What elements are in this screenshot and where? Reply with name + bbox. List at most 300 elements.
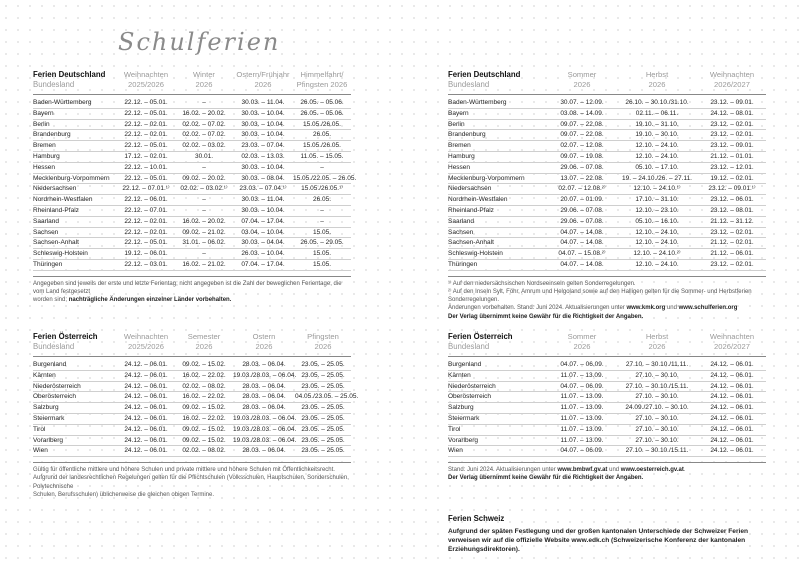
holiday-dates: 23.05. – 25.05. [295,435,351,446]
holiday-dates: 02.03. – 13.03. [233,151,293,162]
column-header [175,70,233,95]
column-header [233,332,295,357]
de-right-footnote-1: ¹⁾ Auf den niedersächsischen Nordseeinseln gelten Sonderregelungen. [448,280,636,287]
column-header-title: Ostern [252,332,276,341]
de-left-note [33,276,351,305]
holiday-dates: 22.12. – 05.01. [117,95,175,109]
holiday-dates: 30.03. – 11.04. [233,195,293,206]
state-name: Steiermark [448,413,548,424]
header-row [33,70,351,95]
table-row [33,413,351,424]
holiday-dates: 26.05. – 29.05. [293,238,351,249]
column-header-subtitle: 2026/2027 [714,342,750,351]
state-name: Vorarlberg [448,435,548,446]
column-header-title: Weihnachten [123,332,169,341]
holiday-dates: 11.07. – 13.09. [548,424,616,435]
holiday-dates: 09.02. – 15.02. [175,424,233,435]
holiday-dates: 05.10. – 16.10. [616,216,698,227]
ch-heading: Ferien Schweiz [448,514,505,523]
holiday-dates: 23.12. – 12.01. [698,162,766,173]
table-row [448,392,766,403]
table-row [33,227,351,238]
column-header-title: Ferien Deutschland [448,70,521,79]
holiday-dates: 03.08. – 14.09. [548,108,616,119]
holiday-dates: 29.06. – 07.08. [548,205,616,216]
column-header-subtitle: 2026 [573,80,591,89]
table-row [448,238,766,249]
holiday-dates: 11.07. – 13.09. [548,413,616,424]
state-name: Sachsen [448,227,548,238]
holiday-dates: 12.10. – 24.10. [616,238,698,249]
table-row [33,108,351,119]
de-left-table [33,70,357,271]
column-header-title: Herbst [645,70,669,79]
table-row [448,370,766,381]
column-header-subtitle: Pfingsten 2026 [296,80,348,89]
column-header [548,70,616,95]
state-name: Sachsen-Anhalt [33,238,117,249]
holiday-dates: 15.05. [293,227,351,238]
holiday-dates: 23.05. – 25.05. [295,424,351,435]
column-header-subtitle: 2026 [195,80,213,89]
holiday-dates: 24.12. – 06.01. [698,403,766,414]
holiday-dates: 26.03. – 10.04. [233,249,293,260]
holiday-dates: 28.03. – 06.04. [233,381,295,392]
holiday-dates: 05.10. – 17.10. [616,162,698,173]
state-name: Baden-Württemberg [448,95,548,109]
header-row [448,70,766,95]
state-name: Mecklenburg-Vorpommern [448,173,548,184]
holiday-dates: 21.12. – 06.01. [698,249,766,260]
holiday-dates: 24.12. – 06.01. [117,357,175,371]
state-name: Steiermark [33,413,117,424]
holiday-dates: 23.05. – 25.05. [295,357,351,371]
holiday-dates: 26.05. – 05.06. [293,108,351,119]
holiday-dates: – [175,195,233,206]
state-name: Burgenland [448,357,548,371]
state-name: Salzburg [448,403,548,414]
holiday-dates: 02.11. – 06.11. [616,108,698,119]
link-bmbwf: www.bmbwf.gv.at [557,467,608,474]
holiday-dates: 22.12. – 03.01. [117,259,175,270]
column-header-title: Ostern/Frühjahr [236,70,290,79]
column-header [293,70,351,95]
holiday-dates: 04.05./23.05. – 25.05. [295,392,351,403]
table-row [448,184,766,195]
holiday-dates: 22.12. – 02.01. [117,216,175,227]
holiday-dates: 12.10. – 24.10.¹⁾ [616,184,698,195]
table-row [448,446,766,457]
state-name: Tirol [448,424,548,435]
state-name: Thüringen [33,259,117,270]
holiday-dates: 19.03./28.03. – 06.04. [233,413,295,424]
table-row [33,370,351,381]
at-left-block [33,332,359,499]
column-header [698,70,766,95]
column-header-title: Sommer [567,332,597,341]
holiday-dates: 09.07. – 22.08. [548,119,616,130]
holiday-dates: 22.12. – 10.01. [117,162,175,173]
at-right-disclaimer: Der Verlag übernimmt keine Gewähr für die Richtigkeit der Angaben. [448,475,644,482]
holiday-dates: 22.12. – 05.01. [117,141,175,152]
holiday-dates: 16.02. – 22.02. [175,413,233,424]
column-header [698,332,766,357]
de-left-note-line1: Angegeben sind jeweils der erste und letzte Ferientag; nicht angegeben ist die Zahl der beweglichen Ferientage, die vom Land festgesetzt [33,280,342,295]
holiday-dates: 28.03. – 06.04. [233,403,295,414]
column-header [616,332,698,357]
holiday-dates: 16.02. – 20.02. [175,216,233,227]
holiday-dates: 23.12. – 09.01. [698,95,766,109]
holiday-dates: 11.07. – 13.09. [548,403,616,414]
at-left-table [33,332,359,457]
holiday-dates: 23.12. – 08.01. [698,205,766,216]
table-row [33,130,351,141]
column-header-title: Ferien Österreich [448,332,513,341]
table-row [448,403,766,414]
table-row [448,413,766,424]
page-title: Schulferien [118,28,281,56]
table-row [33,249,351,260]
holiday-dates: 04.07. – 06.09. [548,381,616,392]
holiday-dates: 23.03. – 07.04.¹⁾ [233,184,293,195]
state-name: Nordrhein-Westfalen [448,195,548,206]
holiday-dates: 12.10. – 24.10. [616,141,698,152]
holiday-dates: 27.10. – 30.10./15.11. [616,381,698,392]
holiday-dates: 30.03. – 10.04. [233,119,293,130]
holiday-dates: 24.12. – 06.01. [698,446,766,457]
column-header-subtitle: 2026 [314,342,332,351]
table-row [33,259,351,270]
holiday-dates: 02.02. – 03.02. [175,141,233,152]
holiday-dates: 29.06. – 07.08. [548,216,616,227]
table-row [448,130,766,141]
state-name: Thüringen [448,259,548,270]
table-row [448,95,766,109]
holiday-dates: 07.04. – 17.04. [233,216,293,227]
table-row [448,249,766,260]
holiday-dates: 24.12. – 06.01. [117,392,175,403]
holiday-dates: 23.05. – 25.05. [295,403,351,414]
table-row [33,403,351,414]
state-name: Niedersachsen [448,184,548,195]
column-header [117,332,175,357]
table-row [448,162,766,173]
table-row [33,238,351,249]
table-row [448,259,766,270]
holiday-dates: 21.12. – 02.01. [698,238,766,249]
column-header-subtitle: 2026 [648,342,666,351]
holiday-dates: 30.03. – 10.04. [233,205,293,216]
table-row [448,424,766,435]
de-right-block [448,70,766,321]
holiday-dates: 04.07. – 14.08. [548,259,616,270]
column-header [117,70,175,95]
table-row [33,195,351,206]
state-name: Bayern [33,108,117,119]
state-name: Rheinland-Pfalz [448,205,548,216]
holiday-dates: 09.02. – 20.02. [175,173,233,184]
at-left-note-line3: Schulen, Berufsschulen) üblicherweise die gleichen obigen Termine. [33,491,214,498]
holiday-dates: 23.05. – 25.05. [295,370,351,381]
header-row [33,332,351,357]
holiday-dates: 30.01. [175,151,233,162]
holiday-dates: 27.10. – 30.10. [616,424,698,435]
holiday-dates: 19.10. – 31.10. [616,119,698,130]
holiday-dates: 02.02. – 08.02. [175,446,233,457]
table-row [33,357,351,371]
holiday-dates: – [175,162,233,173]
holiday-dates: 17.10. – 31.10. [616,195,698,206]
holiday-dates: 24.12. – 06.01. [117,435,175,446]
holiday-dates: 12.10. – 23.10. [616,205,698,216]
holiday-dates: 09.02. – 15.02. [175,403,233,414]
state-name: Oberösterreich [448,392,548,403]
holiday-dates: – [175,95,233,109]
holiday-dates: 24.12. – 06.01. [698,413,766,424]
column-header-title: Herbst [645,332,669,341]
holiday-dates: 15.05./26.05.¹⁾ [293,184,351,195]
column-header [175,332,233,357]
holiday-dates: 19.03./28.03. – 06.04. [233,424,295,435]
column-header-subtitle: Bundesland [33,342,75,351]
column-header-title: Semester [187,332,221,341]
state-name: Wien [33,446,117,457]
holiday-dates: 29.06. – 07.08. [548,162,616,173]
holiday-dates: 26.05. [293,195,351,206]
holiday-dates: 28.03. – 06.04. [233,446,295,457]
holiday-dates: 27.10. – 30.10. [616,435,698,446]
table-row [448,141,766,152]
state-name: Hessen [448,162,548,173]
de-right-notes [448,276,766,321]
holiday-dates: 22.12. – 02.01. [117,227,175,238]
ch-text: Aufgrund der späten Festlegung und der großen kantonalen Unterschiede der Schweizer Ferien verweisen wir auf die offizielle Website www.edk.ch (Schweizerische Konferenz der kantonalen Erziehungsdirektoren). [448,528,749,554]
holiday-dates: – [175,205,233,216]
table-row [33,392,351,403]
holiday-dates: 11.07. – 13.09. [548,435,616,446]
holiday-dates: 19.12. – 06.01. [117,249,175,260]
state-name: Kärnten [448,370,548,381]
at-right-notes [448,462,766,482]
holiday-dates: 12.10. – 24.10. [616,259,698,270]
column-header-subtitle: 2026 [648,80,666,89]
holiday-dates: 15.05. [293,249,351,260]
holiday-dates: 03.04. – 10.04. [233,227,293,238]
table-row [33,151,351,162]
table-row [448,227,766,238]
holiday-dates: 02.02. – 07.02. [175,119,233,130]
holiday-dates: 24.09./27.10. – 30.10. [616,403,698,414]
column-header-subtitle: 2026 [195,342,213,351]
table-row [33,141,351,152]
holiday-dates: 24.12. – 06.01. [117,446,175,457]
holiday-dates: 11.05. – 15.05. [293,151,351,162]
column-header-title: Winter [193,70,215,79]
state-name: Burgenland [33,357,117,371]
holiday-dates: 27.10. – 30.10. [616,370,698,381]
holiday-dates: 22.12. – 05.01. [117,238,175,249]
holiday-dates: 15.05. [293,259,351,270]
holiday-dates: 23.12. – 02.01. [698,259,766,270]
holiday-dates: 26.05. [293,130,351,141]
column-header-subtitle: 2026 [254,80,272,89]
table-row [448,216,766,227]
holiday-dates: 30.03. – 10.04. [233,108,293,119]
holiday-dates: 11.07. – 13.09. [548,392,616,403]
holiday-dates: 09.07. – 22.08. [548,130,616,141]
state-name: Bremen [33,141,117,152]
holiday-dates: 09.02. – 15.02. [175,435,233,446]
holiday-dates: 11.07. – 13.09. [548,370,616,381]
holiday-dates: 30.03. – 10.04. [233,130,293,141]
holiday-dates: 15.05./22.05. – 26.05. [293,173,351,184]
column-header-subtitle: 2026/2027 [714,80,750,89]
at-left-note [33,462,351,499]
holiday-dates: 02.02. – 08.02. [175,381,233,392]
holiday-dates: 04.07. – 14.08. [548,238,616,249]
state-name: Brandenburg [448,130,548,141]
state-name: Niedersachsen [33,184,117,195]
column-header-title: Ferien Deutschland [33,70,106,79]
column-header [295,332,351,357]
holiday-dates: 09.07. – 19.08. [548,151,616,162]
state-name: Tirol [33,424,117,435]
de-right-disclaimer: Der Verlag übernimmt keine Gewähr für die Richtigkeit der Angaben. [448,313,644,320]
state-name: Saarland [448,216,548,227]
holiday-dates: 23.12. – 02.01. [698,227,766,238]
column-header-title: Pfingsten [307,332,339,341]
link-oesterreich: www.oesterreich.gv.at [620,467,684,474]
column-header-title: Himmelfahrt/ [300,70,344,79]
link-kmk: www.kmk.org [626,305,666,312]
table-row [33,435,351,446]
holiday-dates: 04.07. – 06.09. [548,357,616,371]
de-right-footnote-2: ²⁾ Auf den Inseln Sylt, Föhr, Amrum und Helgoland sowie auf den Halligen gelten für die Sommer- und Herbstferien Sonderregelungen. [448,288,752,304]
column-header [448,332,548,357]
holiday-dates: 02.02. – 07.02. [175,130,233,141]
holiday-dates: 04.07. – 15.08.²⁾ [548,249,616,260]
holiday-dates: 16.02. – 20.02. [175,108,233,119]
state-name: Niederösterreich [448,381,548,392]
de-right-table [448,70,766,271]
holiday-dates: 23.05. – 25.05. [295,413,351,424]
holiday-dates: 27.10. – 30.10. [616,392,698,403]
holiday-dates: – [175,249,233,260]
table-row [33,381,351,392]
state-name: Niederösterreich [33,381,117,392]
holiday-dates: 26.10. – 30.10./31.10. [616,95,698,109]
table-row [33,119,351,130]
at-right-status: Stand: Juni 2024. Aktualisierungen unter www.bmbwf.gv.at und www.oesterreich.gv.at. [448,467,686,474]
holiday-dates: 23.05. – 25.05. [295,446,351,457]
holiday-dates: 12.10. – 24.10.²⁾ [616,249,698,260]
de-right-status: Änderungen vorbehalten. Stand: Juni 2024. Aktualisierungen unter www.kmk.org und www.schulferien.org [448,305,738,312]
holiday-dates: 28.03. – 06.04. [233,357,295,371]
state-name: Schleswig-Holstein [33,249,117,260]
holiday-dates: 15.05./26.05. [293,141,351,152]
holiday-dates: 21.12. – 01.01. [698,151,766,162]
holiday-dates: 21.12. – 31.12. [698,216,766,227]
holiday-dates: – [293,162,351,173]
column-header [616,70,698,95]
holiday-dates: 16.02. – 22.02. [175,392,233,403]
state-name: Hamburg [448,151,548,162]
state-name: Bayern [448,108,548,119]
column-header [33,70,117,95]
column-header-subtitle: 2025/2026 [128,342,164,351]
column-header-title: Weihnachten [123,70,169,79]
link-schulferien: www.schulferien.org [678,305,738,312]
holiday-dates: 30.03. – 11.04. [233,95,293,109]
column-header-subtitle: 2025/2026 [128,80,164,89]
holiday-dates: 23.12. – 09.01.¹⁾ [698,184,766,195]
holiday-dates: 23.12. – 09.01. [698,141,766,152]
state-name: Baden-Württemberg [33,95,117,109]
column-header-title: Weihnachten [709,332,755,341]
holiday-dates: 12.10. – 24.10. [616,151,698,162]
holiday-dates: 22.12. – 02.01. [117,119,175,130]
table-row [33,162,351,173]
column-header-subtitle: Bundesland [448,342,490,351]
column-header-subtitle: 2026 [255,342,273,351]
holiday-dates: 04.07. – 14.08. [548,227,616,238]
column-header-title: Ferien Österreich [33,332,98,341]
holiday-dates: 13.07. – 22.08. [548,173,616,184]
holiday-dates: 19. – 24.10./26. – 27.11. [616,173,698,184]
holiday-dates: 09.02. – 15.02. [175,357,233,371]
holiday-dates: 19.12. – 02.01. [698,173,766,184]
holiday-dates: 30.03. – 08.04. [233,173,293,184]
holiday-dates: 24.12. – 06.01. [698,435,766,446]
state-name: Bremen [448,141,548,152]
state-name: Salzburg [33,403,117,414]
table-row [448,435,766,446]
at-right-block [448,332,766,483]
holiday-dates: 15.05./26.05. [293,119,351,130]
holiday-dates: 24.12. – 08.01. [698,108,766,119]
at-left-note-line1: Gültig für öffentliche mittlere und höhere Schulen und private mittlere und höhere Schulen mit Öffentlichkeitsrecht. [33,467,335,474]
holiday-dates: 24.12. – 06.01. [117,413,175,424]
state-name: Berlin [448,119,548,130]
holiday-dates: 26.05. – 05.06. [293,95,351,109]
holiday-dates: – [293,216,351,227]
holiday-dates: 02.07. – 12.08. [548,141,616,152]
holiday-dates: 12.10. – 24.10. [616,227,698,238]
column-header-subtitle: Bundesland [33,80,75,89]
holiday-dates: 30.07. – 12.09. [548,95,616,109]
column-header [233,70,293,95]
holiday-dates: 07.04. – 17.04. [233,259,293,270]
table-row [33,446,351,457]
state-name: Rheinland-Pfalz [33,205,117,216]
column-header [548,332,616,357]
holiday-dates: 24.12. – 06.01. [698,424,766,435]
state-name: Sachsen [33,227,117,238]
holiday-dates: 27.10. – 30.10. [616,413,698,424]
column-header-subtitle: Bundesland [448,80,490,89]
column-header-title: Weihnachten [709,70,755,79]
holiday-dates: 24.12. – 06.01. [698,357,766,371]
holiday-dates: 16.02. – 22.02. [175,370,233,381]
holiday-dates: 22.12. – 02.01. [117,130,175,141]
column-header [33,332,117,357]
table-row [33,424,351,435]
state-name: Schleswig-Holstein [448,249,548,260]
holiday-dates: 02.02. – 03.02.¹⁾ [175,184,233,195]
holiday-dates: – [293,205,351,216]
table-row [33,216,351,227]
holiday-dates: 24.12. – 06.01. [117,424,175,435]
